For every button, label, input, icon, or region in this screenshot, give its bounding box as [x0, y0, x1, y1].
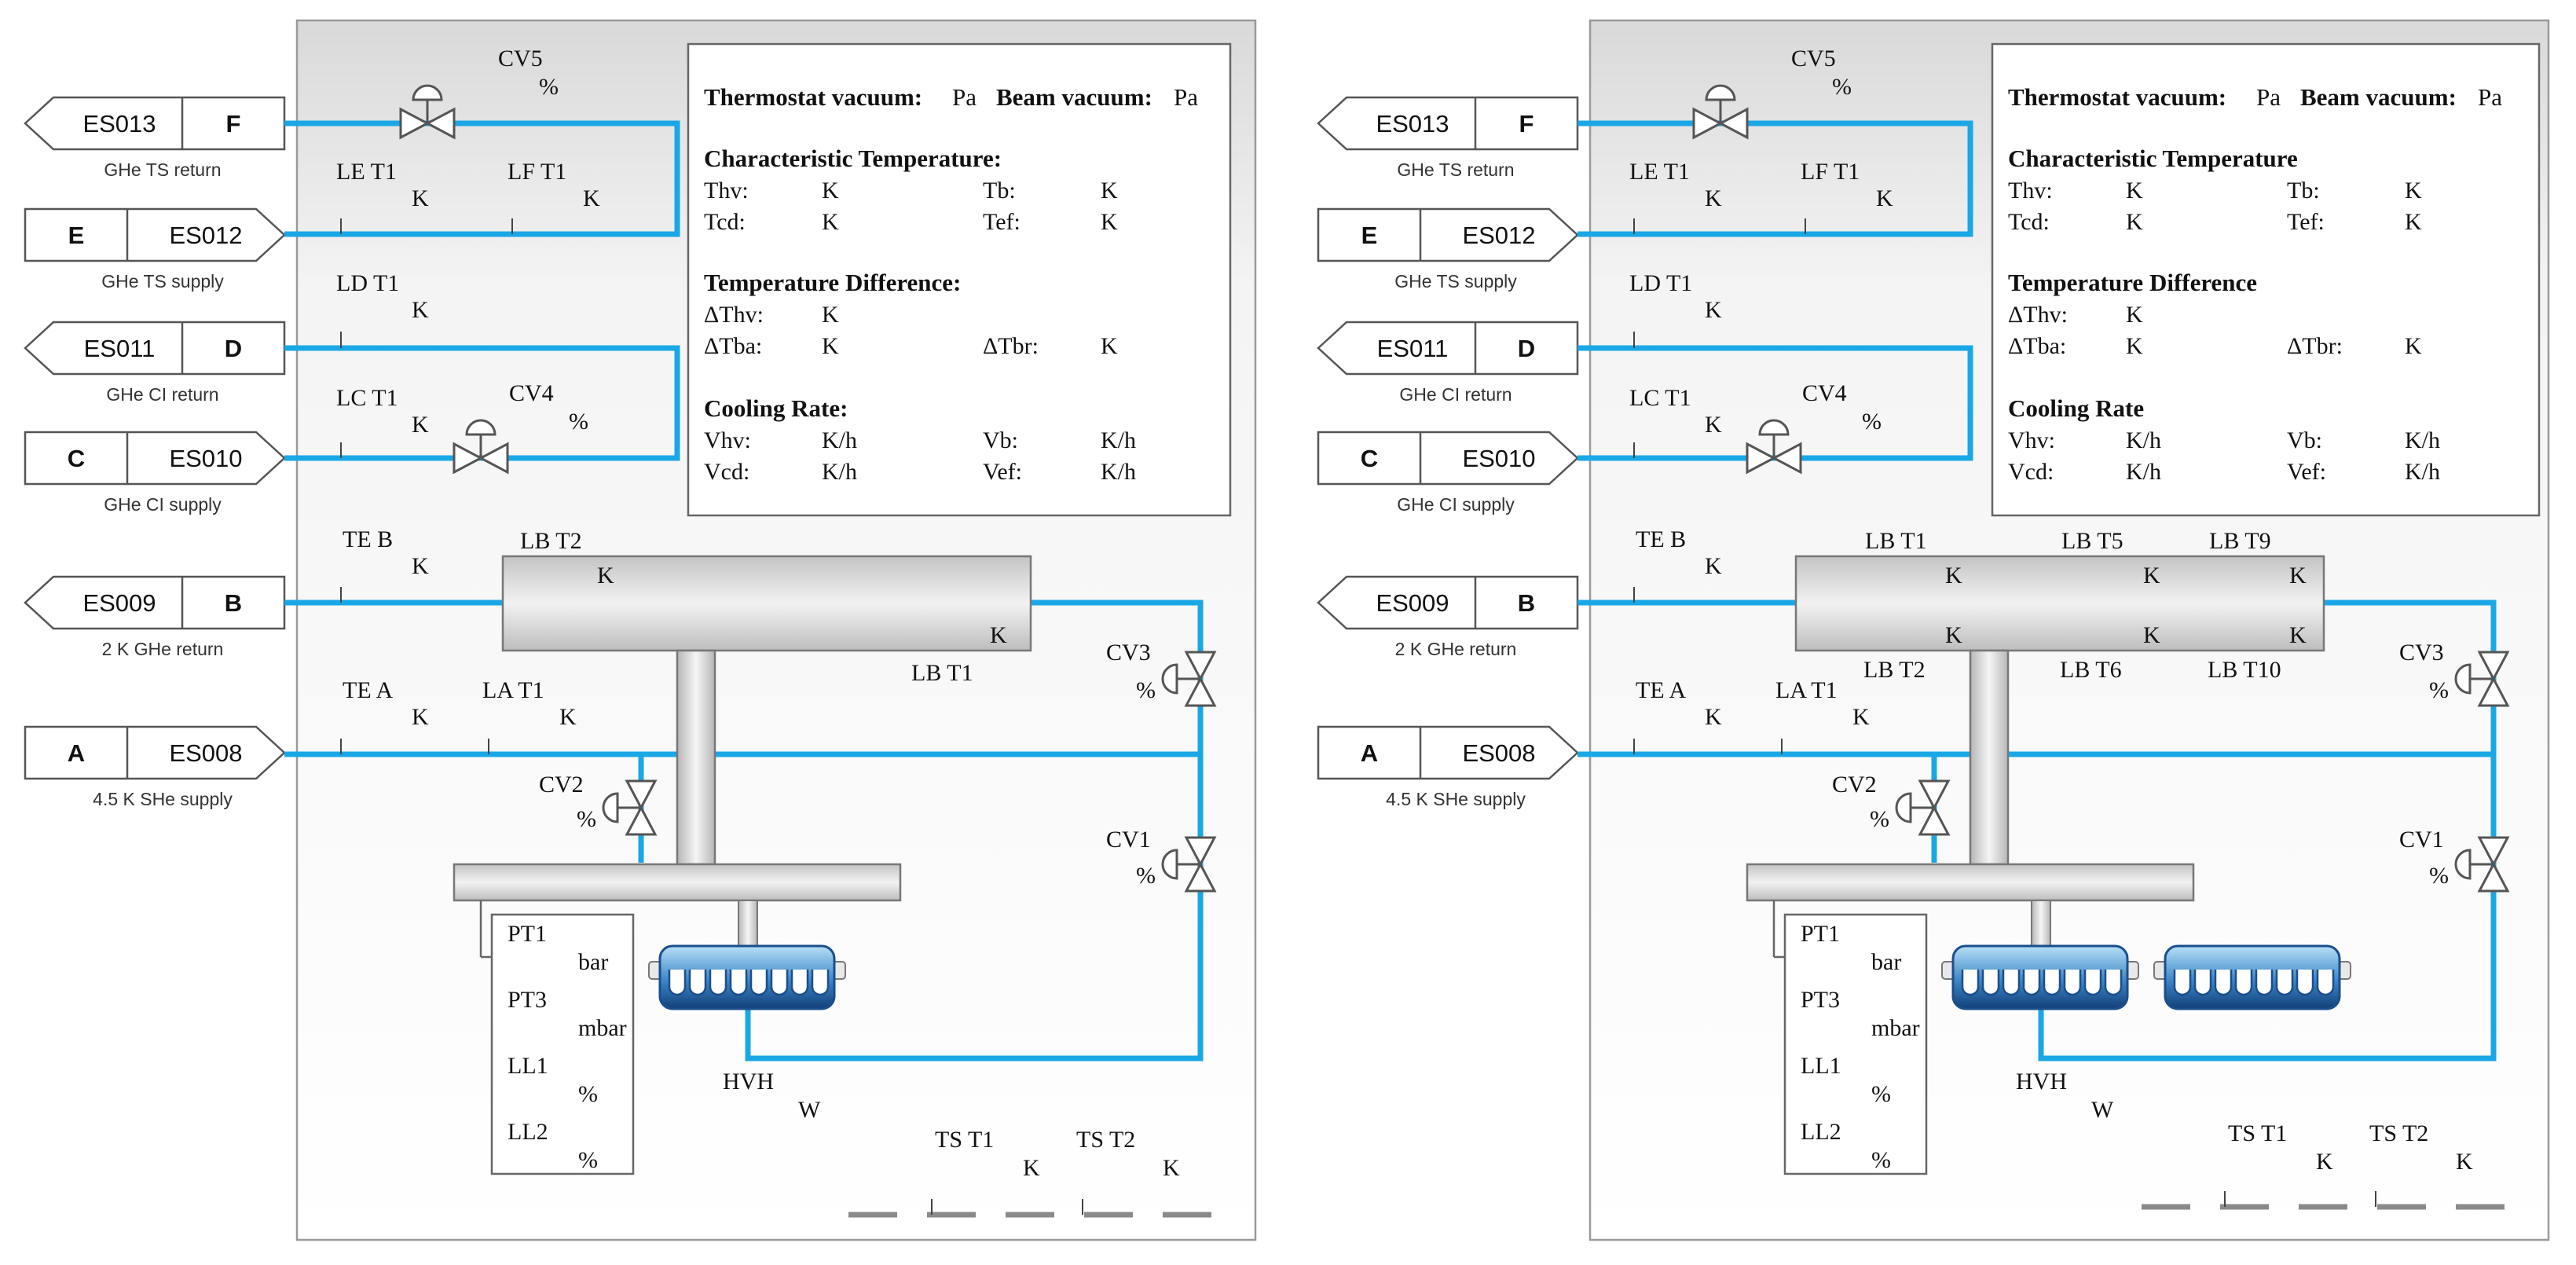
heater-fin: [2297, 970, 2313, 995]
cv4-unit: %: [569, 409, 588, 434]
gauge-pt1-unit: bar: [578, 949, 609, 975]
heater-fin: [2277, 970, 2292, 995]
lat1-unit: K: [559, 704, 577, 730]
hvh-unit: W: [2091, 1097, 2114, 1123]
cv4-unit: %: [1862, 409, 1882, 434]
cv3-unit: %: [2429, 677, 2449, 703]
vertical-column: [1970, 651, 2008, 864]
gauge-ll2-label: LL2: [508, 1119, 548, 1145]
lct1-unit: K: [1705, 412, 1722, 438]
heater-fin: [792, 970, 808, 995]
panel-left: [25, 20, 1255, 1240]
gauge-pt3-unit: mbar: [1871, 1015, 1920, 1041]
connector-letter: B: [1517, 589, 1536, 617]
beam-vacuum-unit: Pa: [2478, 83, 2502, 111]
connector-e[interactable]: [25, 209, 284, 292]
connector-f[interactable]: [25, 97, 284, 180]
dtbr-label: ΔTbr:: [983, 333, 1039, 359]
vcd-label: Vcd:: [2008, 459, 2054, 485]
connector-code: ES012: [169, 222, 243, 249]
thv-unit: K: [822, 178, 839, 204]
temp-difference-title: Temperature Difference:: [704, 269, 962, 296]
cv2-unit: %: [577, 806, 596, 832]
cv5-label: CV5: [498, 46, 543, 72]
connector-shape: [25, 432, 284, 484]
gauge-panel: [1774, 900, 1926, 1174]
heater-fin: [2175, 970, 2190, 995]
thv-unit: K: [2126, 178, 2143, 204]
heater-1: [649, 946, 845, 1009]
cv1-label: CV1: [2399, 827, 2444, 852]
heater-fin: [2024, 970, 2039, 995]
gauge-ll2-label: LL2: [1801, 1119, 1841, 1145]
connector-d[interactable]: [25, 322, 284, 405]
cv4-label: CV4: [509, 380, 554, 406]
connector-shape: [1318, 209, 1577, 261]
tef-label: Tef:: [983, 209, 1021, 235]
gauge-ll1-label: LL1: [508, 1053, 548, 1079]
connector-caption: GHe TS supply: [1394, 271, 1517, 292]
connector-letter: A: [67, 739, 86, 767]
tb-label: Tb:: [983, 178, 1016, 204]
horizontal-header: [1747, 864, 2193, 900]
connector-shape: [25, 727, 284, 779]
connector-c[interactable]: [25, 432, 284, 515]
connector-f[interactable]: [1318, 97, 1577, 180]
gauge-pt3-label: PT3: [1801, 987, 1841, 1013]
connector-code: ES008: [1462, 739, 1536, 767]
lbt-top-label: LB T5: [2061, 528, 2123, 554]
vcd-unit: K/h: [822, 459, 857, 485]
connector-code: ES010: [169, 445, 243, 472]
cv1-label: CV1: [1106, 827, 1151, 852]
lbt-top-unit: K: [2143, 563, 2160, 588]
connector-letter: F: [225, 110, 241, 138]
connector-caption: 4.5 K SHe supply: [1386, 789, 1526, 809]
connector-caption: 4.5 K SHe supply: [93, 789, 233, 809]
gauge-pt3-label: PT3: [508, 987, 548, 1013]
heater-fin: [1962, 970, 1978, 995]
connector-code: ES009: [1376, 589, 1449, 617]
lbt-bottom-unit: K: [2143, 622, 2160, 648]
tcd-label: Tcd:: [704, 209, 746, 235]
lbt-top-label: LB T9: [2209, 528, 2271, 554]
connector-code: ES011: [83, 335, 156, 362]
connector-shape: [25, 209, 284, 261]
dtba-unit: K: [2126, 333, 2143, 359]
teb-unit: K: [412, 553, 429, 579]
tst1-unit: K: [2316, 1149, 2333, 1175]
connector-caption: GHe TS supply: [101, 271, 224, 292]
lbt-bottom-label: LB T1: [911, 660, 973, 686]
tef-unit: K: [1101, 209, 1118, 235]
tcd-unit: K: [822, 209, 839, 235]
connector-shape: [1318, 432, 1577, 484]
tb-label: Tb:: [2287, 178, 2320, 204]
cv2-label: CV2: [539, 772, 584, 798]
connector-letter: F: [1519, 110, 1534, 138]
cv3-unit: %: [1136, 677, 1156, 703]
connector-caption: GHe CI supply: [1397, 494, 1515, 515]
lft1-unit: K: [1876, 185, 1893, 211]
hvh-label: HVH: [2016, 1069, 2067, 1094]
vcd-unit: K/h: [2126, 459, 2161, 485]
ldt1-unit: K: [412, 297, 429, 323]
cv3-label: CV3: [1106, 640, 1151, 666]
lbt-top-unit: K: [1945, 563, 1962, 588]
connector-code: ES008: [169, 739, 243, 767]
heater-fin: [751, 970, 767, 995]
panel-right: [1318, 20, 2549, 1240]
heater-fin: [2236, 970, 2252, 995]
connector-letter: A: [1360, 739, 1379, 767]
connector-caption: 2 K GHe return: [1394, 639, 1517, 659]
heater-fin: [2105, 970, 2121, 995]
gauge-ll1-unit: %: [1871, 1081, 1891, 1107]
connector-d[interactable]: [1318, 322, 1577, 405]
connector-caption: GHe CI return: [1399, 384, 1512, 405]
tea-unit: K: [412, 704, 429, 730]
heater-fin: [1983, 970, 1999, 995]
teb-label: TE B: [1636, 526, 1687, 552]
dtbr-unit: K: [1101, 333, 1118, 359]
connector-c[interactable]: [1318, 432, 1577, 515]
tea-label: TE A: [1636, 677, 1687, 703]
connector-letter: B: [224, 589, 243, 617]
thermostat-vacuum-label: Thermostat vacuum:: [704, 83, 923, 111]
heater-fin: [731, 970, 746, 995]
vhv-unit: K/h: [822, 427, 857, 453]
vef-unit: K/h: [1101, 459, 1136, 485]
tst2-label: TS T2: [2369, 1120, 2429, 1146]
dtba-label: ΔTba:: [704, 333, 763, 359]
connector-b[interactable]: [25, 577, 284, 659]
connector-a[interactable]: [25, 727, 284, 809]
helium-bath-vessel: [1796, 556, 2324, 651]
connector-code: ES012: [1462, 222, 1536, 249]
horizontal-header: [454, 864, 900, 900]
characteristic-temp-title: Characteristic Temperature: [2008, 145, 2298, 172]
cv2-unit: %: [1870, 806, 1889, 832]
ldt1-label: LD T1: [1629, 270, 1693, 296]
vhv-label: Vhv:: [704, 427, 751, 453]
beam-vacuum-unit: Pa: [1174, 83, 1198, 111]
tcd-unit: K: [2126, 209, 2143, 235]
teb-unit: K: [1705, 553, 1722, 579]
dthv-unit: K: [822, 302, 839, 328]
ldt1-label: LD T1: [336, 270, 400, 296]
heater-1: [1942, 946, 2138, 1009]
cv4-label: CV4: [1802, 380, 1847, 406]
teb-label: TE B: [343, 526, 394, 552]
vef-label: Vef:: [983, 459, 1022, 485]
lct1-label: LC T1: [1629, 385, 1691, 411]
connector-caption: 2 K GHe return: [101, 639, 224, 659]
heater-fin: [771, 970, 787, 995]
tea-label: TE A: [343, 677, 394, 703]
thermostat-vacuum-unit: Pa: [2256, 83, 2281, 111]
lft1-label: LF T1: [508, 159, 567, 185]
cv2-label: CV2: [1832, 772, 1877, 798]
lbt-bottom-label: LB T2: [1863, 657, 1926, 683]
lbt-top-label: LB T2: [520, 528, 582, 554]
cv5-unit: %: [1832, 74, 1852, 100]
lct1-label: LC T1: [336, 385, 398, 411]
heater-fin: [2256, 970, 2272, 995]
tb-unit: K: [1101, 178, 1118, 204]
cooling-rate-title: Cooling Rate:: [704, 394, 848, 422]
lft1-unit: K: [583, 185, 600, 211]
heater-fin: [2215, 970, 2231, 995]
vcd-label: Vcd:: [704, 459, 750, 485]
beam-vacuum-label: Beam vacuum:: [2300, 83, 2457, 111]
connector-code: ES009: [82, 589, 156, 617]
let1-label: LE T1: [1629, 159, 1690, 185]
tb-unit: K: [2405, 178, 2422, 204]
lbt-bottom-label: LB T10: [2208, 657, 2281, 683]
connector-code: ES013: [1376, 110, 1449, 138]
connector-e[interactable]: [1318, 209, 1577, 292]
dthv-label: ΔThv:: [2008, 302, 2068, 328]
lct1-unit: K: [412, 412, 429, 438]
connector-code: ES011: [1376, 335, 1449, 362]
tst2-unit: K: [1163, 1155, 1180, 1181]
heater-stem: [738, 900, 757, 946]
dtba-unit: K: [822, 333, 839, 359]
thermostat-vacuum-unit: Pa: [952, 83, 977, 111]
vef-label: Vef:: [2287, 459, 2326, 485]
vb-unit: K/h: [2405, 427, 2440, 453]
connector-caption: GHe TS return: [1397, 160, 1515, 180]
lat1-unit: K: [1852, 704, 1870, 730]
connector-letter: E: [68, 222, 85, 249]
cv5-unit: %: [539, 74, 559, 100]
lbt-bottom-unit: K: [990, 622, 1007, 648]
heater-fin: [2003, 970, 2019, 995]
connector-a[interactable]: [1318, 727, 1577, 809]
tst1-unit: K: [1023, 1155, 1040, 1181]
heater-fin: [2318, 970, 2333, 995]
connector-code: ES010: [1462, 445, 1536, 472]
connector-caption: GHe CI supply: [104, 494, 222, 515]
vertical-column: [677, 651, 715, 864]
lbt-top-label: LB T1: [1865, 528, 1927, 554]
ldt1-unit: K: [1705, 297, 1722, 323]
gauge-ll1-unit: %: [578, 1081, 598, 1107]
lbt-bottom-unit: K: [2289, 622, 2307, 648]
tef-label: Tef:: [2287, 209, 2325, 235]
characteristic-temp-title: Characteristic Temperature:: [704, 145, 1002, 172]
vef-unit: K/h: [2405, 459, 2440, 485]
connector-caption: GHe CI return: [106, 384, 219, 405]
helium-bath-vessel: [503, 556, 1031, 651]
vb-unit: K/h: [1101, 427, 1136, 453]
gauge-ll1-label: LL1: [1801, 1053, 1841, 1079]
heater-stem: [2032, 900, 2050, 946]
lft1-label: LF T1: [1801, 159, 1860, 185]
thermostat-vacuum-label: Thermostat vacuum:: [2008, 83, 2227, 111]
thv-label: Thv:: [704, 178, 749, 204]
gauge-ll2-unit: %: [1871, 1147, 1891, 1173]
temp-difference-title: Temperature Difference: [2008, 269, 2258, 296]
hvh-label: HVH: [723, 1069, 774, 1094]
tea-unit: K: [1705, 704, 1722, 730]
heater-fin: [710, 970, 726, 995]
status-box: [688, 44, 1230, 515]
lbt-bottom-unit: K: [1945, 622, 1962, 648]
dthv-label: ΔThv:: [704, 302, 764, 328]
heater-fin: [2044, 970, 2060, 995]
heater-fin: [669, 970, 685, 995]
let1-unit: K: [412, 185, 429, 211]
heater-2: [2154, 946, 2351, 1009]
lbt-bottom-label: LB T6: [2060, 657, 2122, 683]
cooling-rate-title: Cooling Rate: [2008, 394, 2145, 422]
dtbr-label: ΔTbr:: [2287, 333, 2343, 359]
let1-unit: K: [1705, 185, 1722, 211]
beam-vacuum-label: Beam vacuum:: [996, 83, 1152, 111]
gauge-pt1-label: PT1: [1801, 921, 1841, 947]
connector-caption: GHe TS return: [104, 160, 222, 180]
status-box: [1992, 44, 2539, 515]
connector-shape: [1318, 727, 1577, 779]
lat1-label: LA T1: [1775, 677, 1838, 703]
heater-fin: [2195, 970, 2211, 995]
lbt-top-unit: K: [597, 563, 614, 588]
tst2-unit: K: [2456, 1149, 2473, 1175]
heater-fin: [690, 970, 705, 995]
gauge-ll2-unit: %: [578, 1147, 598, 1173]
heater-fin: [812, 970, 828, 995]
let1-label: LE T1: [336, 159, 397, 185]
lbt-top-unit: K: [2289, 563, 2307, 588]
gauge-pt3-unit: mbar: [578, 1015, 627, 1041]
dthv-unit: K: [2126, 302, 2143, 328]
tst1-label: TS T1: [935, 1127, 995, 1153]
hvh-unit: W: [798, 1097, 821, 1123]
tef-unit: K: [2405, 209, 2422, 235]
connector-letter: D: [1517, 335, 1536, 362]
gauge-pt1-unit: bar: [1871, 949, 1902, 975]
vhv-label: Vhv:: [2008, 427, 2055, 453]
cv3-label: CV3: [2399, 640, 2444, 666]
gauge-panel: [481, 900, 633, 1174]
heater-fin: [2065, 970, 2080, 995]
lat1-label: LA T1: [482, 677, 544, 703]
connector-letter: E: [1361, 222, 1378, 249]
connector-code: ES013: [82, 110, 156, 138]
dtbr-unit: K: [2405, 333, 2422, 359]
thv-label: Thv:: [2008, 178, 2053, 204]
heater-fin: [2085, 970, 2101, 995]
vb-label: Vb:: [983, 427, 1018, 453]
tst2-label: TS T2: [1076, 1127, 1136, 1153]
vhv-unit: K/h: [2126, 427, 2161, 453]
gauge-pt1-label: PT1: [508, 921, 548, 947]
cv1-unit: %: [1136, 863, 1156, 889]
tcd-label: Tcd:: [2008, 209, 2050, 235]
cv1-unit: %: [2429, 863, 2449, 889]
connector-b[interactable]: [1318, 577, 1577, 659]
connector-letter: C: [1360, 445, 1379, 472]
connector-letter: D: [224, 335, 243, 362]
vb-label: Vb:: [2287, 427, 2322, 453]
connector-letter: C: [67, 445, 86, 472]
tst1-label: TS T1: [2228, 1120, 2288, 1146]
dtba-label: ΔTba:: [2008, 333, 2067, 359]
cv5-label: CV5: [1791, 46, 1836, 72]
